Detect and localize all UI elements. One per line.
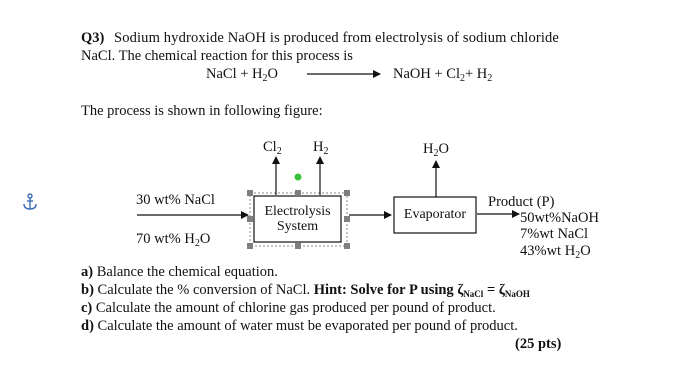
process-intro: The process is shown in following figure: xyxy=(81,103,323,119)
electrolysis-label: Electrolysis System xyxy=(264,204,331,234)
evaporator-label: Evaporator xyxy=(403,207,467,222)
task-d: d) Calculate the amount of water must be evaporated per pound of product. xyxy=(81,318,518,334)
question-line-2: NaCl. The chemical reaction for this process is xyxy=(81,48,353,64)
cl2-label: $Cl_2$ xyxy=(263,139,282,157)
rotate-handle xyxy=(295,174,302,181)
task-b: b) Calculate the % conversion of NaCl. Hint: Solve for P using $\zeta_{NaCl} = \zeta_{NaOH}$ xyxy=(81,282,530,299)
h2o-vapor-label: $H_2O$ xyxy=(423,141,449,159)
question-number: Q3) xyxy=(81,30,105,46)
product-h2o: 43%wt $H_2O$ xyxy=(520,243,591,261)
question-text-1: Sodium hydroxide NaOH is produced from electrolysis of sodium chloride xyxy=(113,30,560,46)
points-label: (25 pts) xyxy=(515,336,562,352)
feed-h2o-label: 70 wt% $H_2O$ xyxy=(136,231,211,249)
product-naoh: 50wt%NaOH xyxy=(520,210,599,226)
task-c: c) Calculate the amount of chlorine gas produced per pound of product. xyxy=(81,300,496,316)
feed-nacl-label: 30 wt% NaCl xyxy=(136,192,215,208)
task-a: a) Balance the chemical equation. xyxy=(81,264,278,280)
reaction-reactants: NaCl + $H_2O$ xyxy=(206,66,278,84)
h2-label: $H_2$ xyxy=(313,139,329,157)
reaction-products: NaOH + $Cl_2+ H_2$ xyxy=(393,66,493,84)
product-nacl: 7%wt NaCl xyxy=(520,226,589,242)
product-title: Product (P) xyxy=(488,194,555,210)
